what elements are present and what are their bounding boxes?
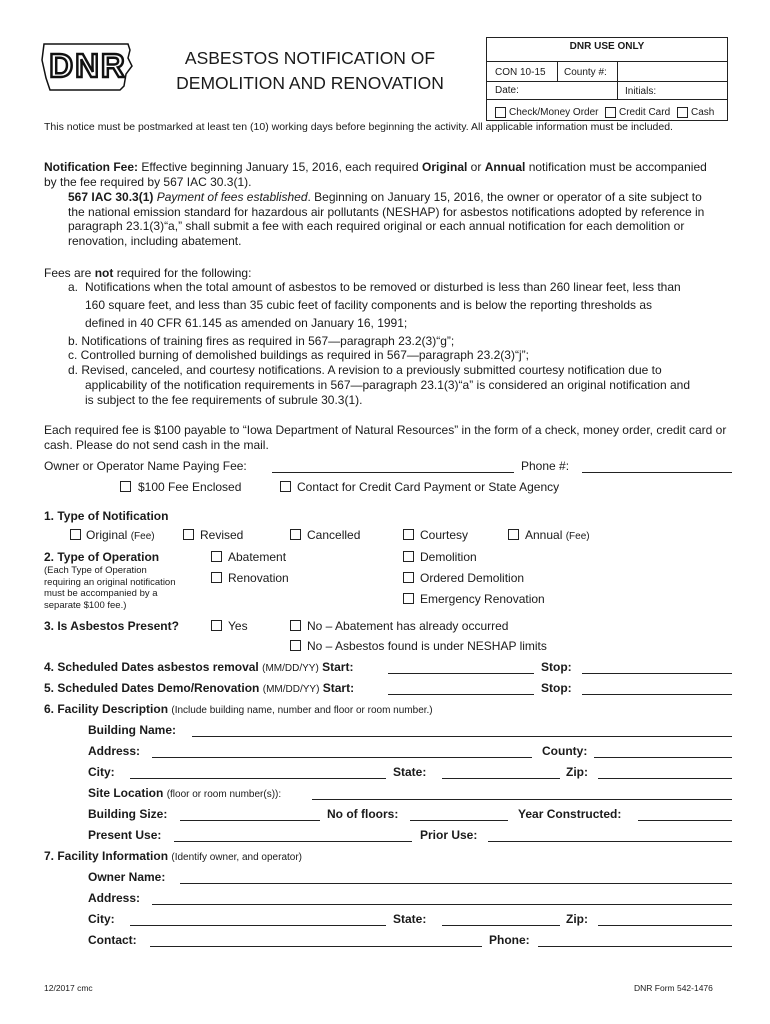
contact-phone-label: Phone: [489,933,530,947]
dnr-date-label: Date: [495,85,519,96]
courtesy-checkbox[interactable] [403,529,414,540]
demo-stop-label: Stop: [541,681,572,695]
exemption-d-line2: applicability of the notification requirements in 567—paragraph 23.1(3)“a” is considered an original notification and [85,378,691,392]
credit-card-label: Credit Card [619,107,671,118]
title-line2: DEMOLITION AND RENOVATION [176,73,444,93]
dnr-initials-label: Initials: [625,86,657,97]
contact-phone-input[interactable] [538,946,732,947]
owner-name-label: Owner Name: [88,870,166,884]
title-line1: ASBESTOS NOTIFICATION OF [184,48,436,68]
form-title [160,46,460,96]
no-under-neshap-label: No – Asbestos found is under NESHAP limits [307,639,547,653]
demo-dates-label: 5. Scheduled Dates Demo/Renovation (MM/DD/YY) Start: [44,681,355,695]
facility-zip-input[interactable] [598,778,732,779]
demo-start-input[interactable] [388,694,534,695]
fee-enclosed-label: $100 Fee Enclosed [138,480,242,494]
facility-address-input[interactable] [152,757,532,758]
dnr-county-label: County #: [564,67,607,78]
contact-input[interactable] [150,946,482,947]
intro-text: This notice must be postmarked at least ten (10) working days before beginning the activity. All applicable information must be included. [44,121,673,133]
site-location-input[interactable] [312,799,732,800]
fees-not-required-heading: Fees are not required for the following: [44,266,252,280]
demo-stop-input[interactable] [582,694,732,695]
cash-checkbox[interactable] [677,107,688,118]
dnr-box-header: DNR USE ONLY [569,41,645,52]
rule-number: 567 IAC 30.3(1) [68,190,154,204]
phone-label: Phone #: [521,459,570,473]
owner-address-label: Address: [88,891,141,905]
contact-credit-card-label: Contact for Credit Card Payment or State Agency [297,480,560,494]
check-money-order-label: Check/Money Order [509,107,599,118]
exemption-a-line3: defined in 40 CFR 61.145 as amended on January 16, 1991; [85,316,408,330]
contact-credit-card-checkbox[interactable] [280,481,291,492]
revised-checkbox[interactable] [183,529,194,540]
footer-date-code: 12/2017 cmc [44,983,93,993]
exemption-c: c. Controlled burning of demolished buildings as required in 567—paragraph 23.2(3)“j”; [68,348,529,362]
type-of-notification-heading: 1. Type of Notification [44,509,169,523]
building-size-input[interactable] [180,820,320,821]
exemption-a-line1: Notifications when the total amount of asbestos to be removed or disturbed is less than 260 linear feet, less than [85,280,681,294]
phone-input[interactable] [582,472,732,473]
owner-city-label: City: [88,912,115,926]
notification-fee-paragraph: Notification Fee: Effective beginning January 15, 2016, each required Original or Annual notification must be accompanied by the fee required by 567 IAC 30.3(1). [44,160,707,189]
footer-form-number: DNR Form 542-1476 [634,983,713,993]
exemption-d-line1: d. Revised, canceled, and courtesy notifications. A revision to a previously submitted courtesy notification due to [68,363,662,377]
rule-paragraph: 567 IAC 30.3(1) Payment of fees established. Beginning on January 15, 2016, the owner or operator of a site subject to the national emission standard for hazardous air pollutants (NESHAP) for asbestos notifications adopted by reference in paragraph 23.1(3)“a,” shall submit a fee with each required original or each annual notification for each demolition or renovation, including abatement. [68,190,705,248]
cancelled-label: Cancelled [307,528,361,542]
asbestos-present-heading: 3. Is Asbestos Present? [44,619,179,633]
original-label: Original (Fee) [86,528,155,542]
building-size-label: Building Size: [88,807,168,821]
ordered-demolition-checkbox[interactable] [403,572,414,583]
prior-use-input[interactable] [488,841,732,842]
year-constructed-label: Year Constructed: [518,807,622,821]
building-name-input[interactable] [192,736,732,737]
renovation-checkbox[interactable] [211,572,222,583]
credit-card-checkbox[interactable] [605,107,616,118]
courtesy-label: Courtesy [420,528,469,542]
fee-enclosed-checkbox[interactable] [120,481,131,492]
owner-city-input[interactable] [130,925,386,926]
prior-use-label: Prior Use: [420,828,478,842]
site-location-label: Site Location (floor or room number(s)): [88,786,282,800]
floors-label: No of floors: [327,807,399,821]
facility-information-heading: 7. Facility Information (Identify owner, and operator) [44,849,303,863]
facility-address-label: Address: [88,744,141,758]
payment-text: Each required fee is $100 payable to “Iowa Department of Natural Resources” in the form of a check, money order, credit card or cash. Please do not send cash in the mail. [44,423,727,452]
annual-label: Annual (Fee) [525,528,590,542]
owner-paying-label: Owner or Operator Name Paying Fee: [44,459,247,473]
ordered-demolition-label: Ordered Demolition [420,571,525,585]
abatement-checkbox[interactable] [211,551,222,562]
facility-county-label: County: [542,744,588,758]
logo-text: DNR [49,47,127,84]
renovation-label: Renovation [228,571,289,585]
building-name-label: Building Name: [88,723,177,737]
present-use-label: Present Use: [88,828,162,842]
dnr-con: CON 10-15 [495,67,546,78]
year-constructed-input[interactable] [638,820,732,821]
exemption-d-line3: is subject to the fee requirements of subrule 30.3(1). [85,393,363,407]
dnr-logo [40,38,134,96]
owner-zip-input[interactable] [598,925,732,926]
facility-description-heading: 6. Facility Description (Include building name, number and floor or room number.) [44,702,433,716]
removal-stop-label: Stop: [541,660,572,674]
owner-zip-label: Zip: [566,912,588,926]
original-checkbox[interactable] [70,529,81,540]
facility-state-input[interactable] [442,778,560,779]
no-abatement-occurred-checkbox[interactable] [290,620,301,631]
owner-paying-input[interactable] [272,472,514,473]
cancelled-checkbox[interactable] [290,529,301,540]
emergency-renovation-label: Emergency Renovation [420,592,545,606]
notification-fee-label: Notification Fee: [44,160,139,174]
owner-name-input[interactable] [180,883,732,884]
cash-label: Cash [691,107,715,118]
abatement-label: Abatement [228,550,287,564]
exemption-a-line2: 160 square feet, and less than 35 cubic feet of facility components and is below the reporting thresholds as [85,298,653,312]
facility-city-label: City: [88,765,115,779]
owner-state-input[interactable] [442,925,560,926]
dnr-use-only-box [486,37,728,121]
rule-title: Payment of fees established [156,190,308,204]
type-of-operation-heading: 2. Type of Operation [44,550,160,564]
emergency-renovation-checkbox[interactable] [403,593,414,604]
facility-city-input[interactable] [130,778,386,779]
removal-stop-input[interactable] [582,673,732,674]
owner-address-input[interactable] [152,904,732,905]
contact-label: Contact: [88,933,137,947]
operation-fee-note: (Each Type of Operation requiring an original notification must be accompanied by a separate $100 fee.) [44,565,176,611]
no-under-neshap-checkbox[interactable] [290,640,301,651]
removal-start-input[interactable] [388,673,534,674]
owner-state-label: State: [393,912,427,926]
asbestos-yes-label: Yes [228,619,248,633]
removal-dates-label: 4. Scheduled Dates asbestos removal (MM/DD/YY) Start: [44,660,354,674]
revised-label: Revised [200,528,244,542]
exemption-a-marker: a. [68,280,79,294]
exemption-b: b. Notifications of training fires as required in 567—paragraph 23.2(3)“g”; [68,334,455,348]
annual-checkbox[interactable] [508,529,519,540]
no-abatement-occurred-label: No – Abatement has already occurred [307,619,509,633]
facility-zip-label: Zip: [566,765,588,779]
demolition-checkbox[interactable] [403,551,414,562]
check-money-order-checkbox[interactable] [495,107,506,118]
present-use-input[interactable] [174,841,412,842]
facility-county-input[interactable] [594,757,732,758]
facility-state-label: State: [393,765,427,779]
demolition-label: Demolition [420,550,477,564]
floors-input[interactable] [410,820,508,821]
asbestos-yes-checkbox[interactable] [211,620,222,631]
